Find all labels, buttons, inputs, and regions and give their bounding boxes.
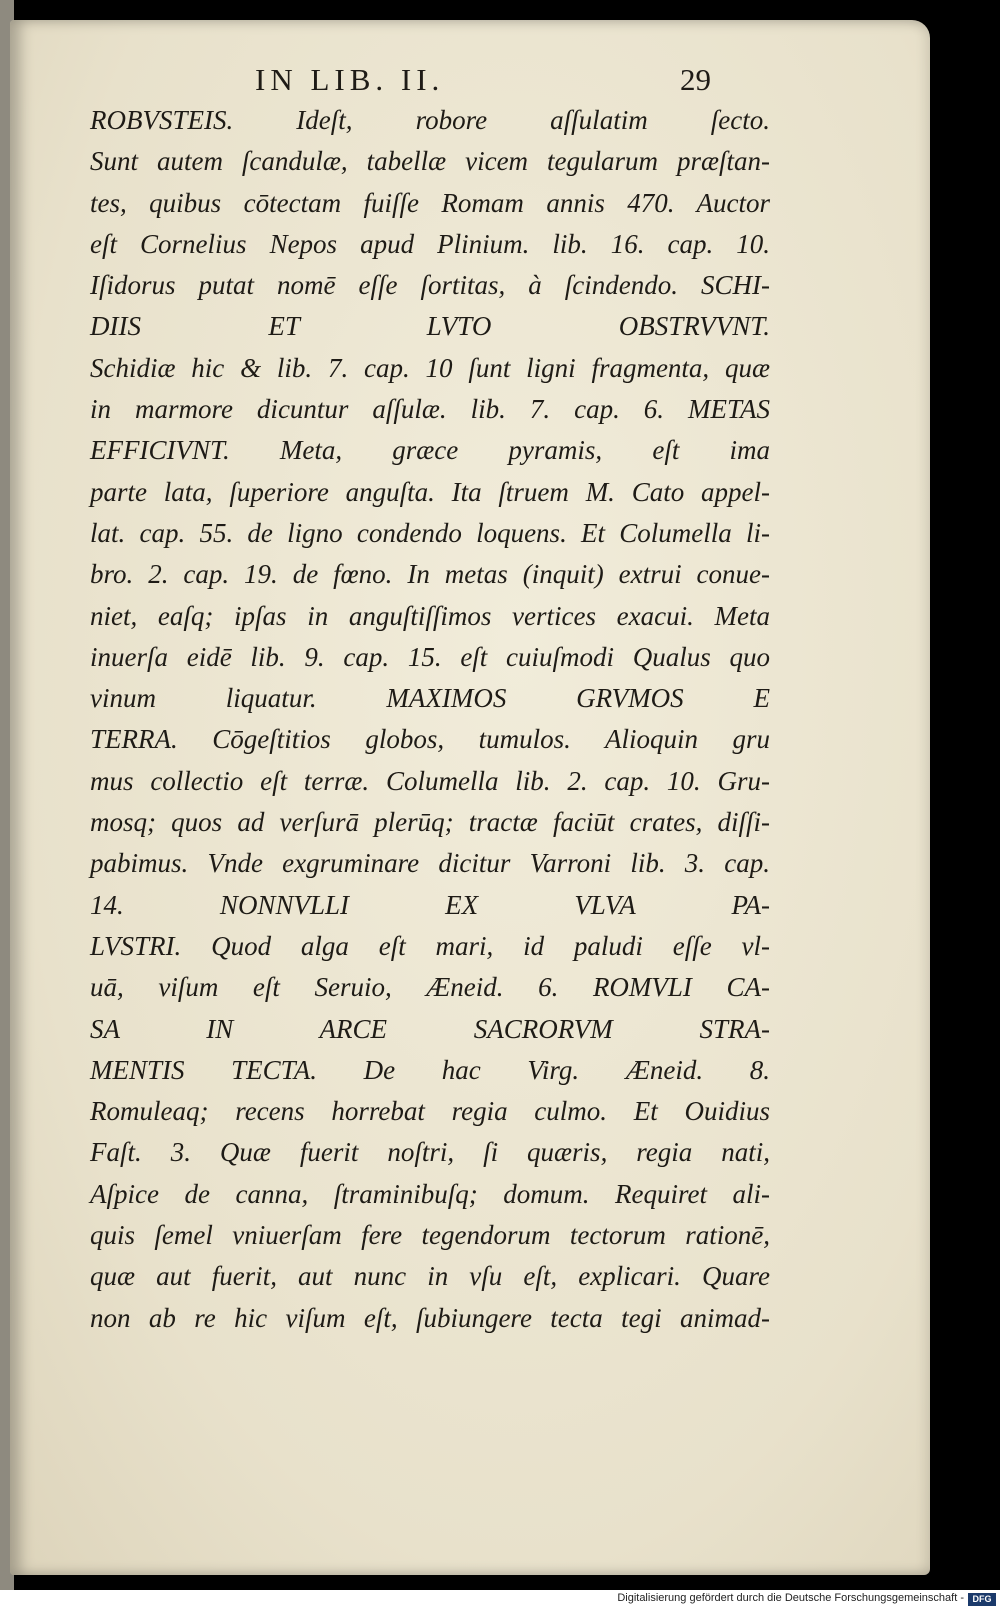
text-line: EFFICIVNT. Meta, græce pyramis, eſt ima (90, 435, 770, 466)
text-line: bro. 2. cap. 19. de fœno. In metas (inquit) extrui conue- (90, 559, 770, 590)
page-header (0, 62, 1000, 102)
text-line: niet, eaſq; ipſas in anguſtiſſimos vertices exacui. Meta (90, 600, 770, 631)
text-line: SA IN ARCE SACRORVM STRA- (90, 1013, 770, 1044)
text-line: parte lata, ſuperiore anguſta. Ita ſtruem M. Cato appel- (90, 476, 770, 507)
text-line: quæ aut fuerit, aut nunc in vſu eſt, explicari. Quare (90, 1261, 770, 1292)
running-head: IN LIB. II. (255, 62, 445, 97)
text-line: ROBVSTEIS. Ideſt, robore aſſulatim ſecto. (90, 105, 770, 135)
text-line: Iſidorus putat nomē eſſe ſortitas, à ſcindendo. SCHI- (90, 270, 770, 301)
text-line: 14. NONNVLLI EX VLVA PA- (90, 889, 770, 920)
text-line: mus collectio eſt terræ. Columella lib. 2. cap. 10. Gru- (90, 765, 770, 796)
text-line: pabimus. Vnde exgruminare dicitur Varroni lib. 3. cap. (90, 848, 770, 879)
text-line: MENTIS TECTA. De hac Virg. Æneid. 8. (90, 1054, 770, 1085)
text-line: DIIS ET LVTO OBSTRVVNT. (90, 311, 770, 342)
text-line: Schidiæ hic & lib. 7. cap. 10 ſunt ligni fragmenta, quæ (90, 352, 770, 383)
footer-bar (0, 1590, 1000, 1610)
text-line: vinum liquatur. MAXIMOS GRVMOS E (90, 683, 770, 714)
text-line: LVSTRI. Quod alga eſt mari, id paludi eſſe vl- (90, 930, 770, 961)
text-line: eſt Cornelius Nepos apud Plinium. lib. 16. cap. 10. (90, 228, 770, 259)
body-text (90, 100, 770, 1339)
text-line: in marmore dicuntur aſſulæ. lib. 7. cap. 6. METAS (90, 394, 770, 425)
page-number: 29 (680, 62, 711, 97)
dfg-logo: DFG (968, 1593, 996, 1606)
footer-credit: Digitalisierung gefördert durch die Deutsche Forschungsgemeinschaft - (617, 1592, 964, 1604)
text-line: mosq; quos ad verſurā plerūq; tractæ faciūt crates, diſſi- (90, 807, 770, 838)
text-line: Sunt autem ſcandulæ, tabellæ vicem tegularum præſtan- (90, 146, 770, 177)
text-line: TERRA. Cōgeſtitios globos, tumulos. Alioquin gru (90, 724, 770, 755)
text-line: inuerſa eidē lib. 9. cap. 15. eſt cuiuſmodi Qualus quo (90, 641, 770, 672)
text-line: Romuleaq; recens horrebat regia culmo. Et Ouidius (90, 1096, 770, 1127)
text-line: lat. cap. 55. de ligno condendo loquens. Et Columella li- (90, 517, 770, 548)
text-line: non ab re hic viſum eſt, ſubiungere tecta tegi animad- (90, 1302, 770, 1333)
text-line: tes, quibus cōtectam fuiſſe Romam annis 470. Auctor (90, 187, 770, 218)
text-line: uā, viſum eſt Seruio, Æneid. 6. ROMVLI CA- (90, 972, 770, 1003)
text-line: Faſt. 3. Quæ fuerit noſtri, ſi quæris, regia nati, (90, 1137, 770, 1168)
text-line: quis ſemel vniuerſam fere tegendorum tectorum rationē, (90, 1220, 770, 1251)
text-line: Aſpice de canna, ſtraminibuſq; domum. Requiret ali- (90, 1178, 770, 1209)
